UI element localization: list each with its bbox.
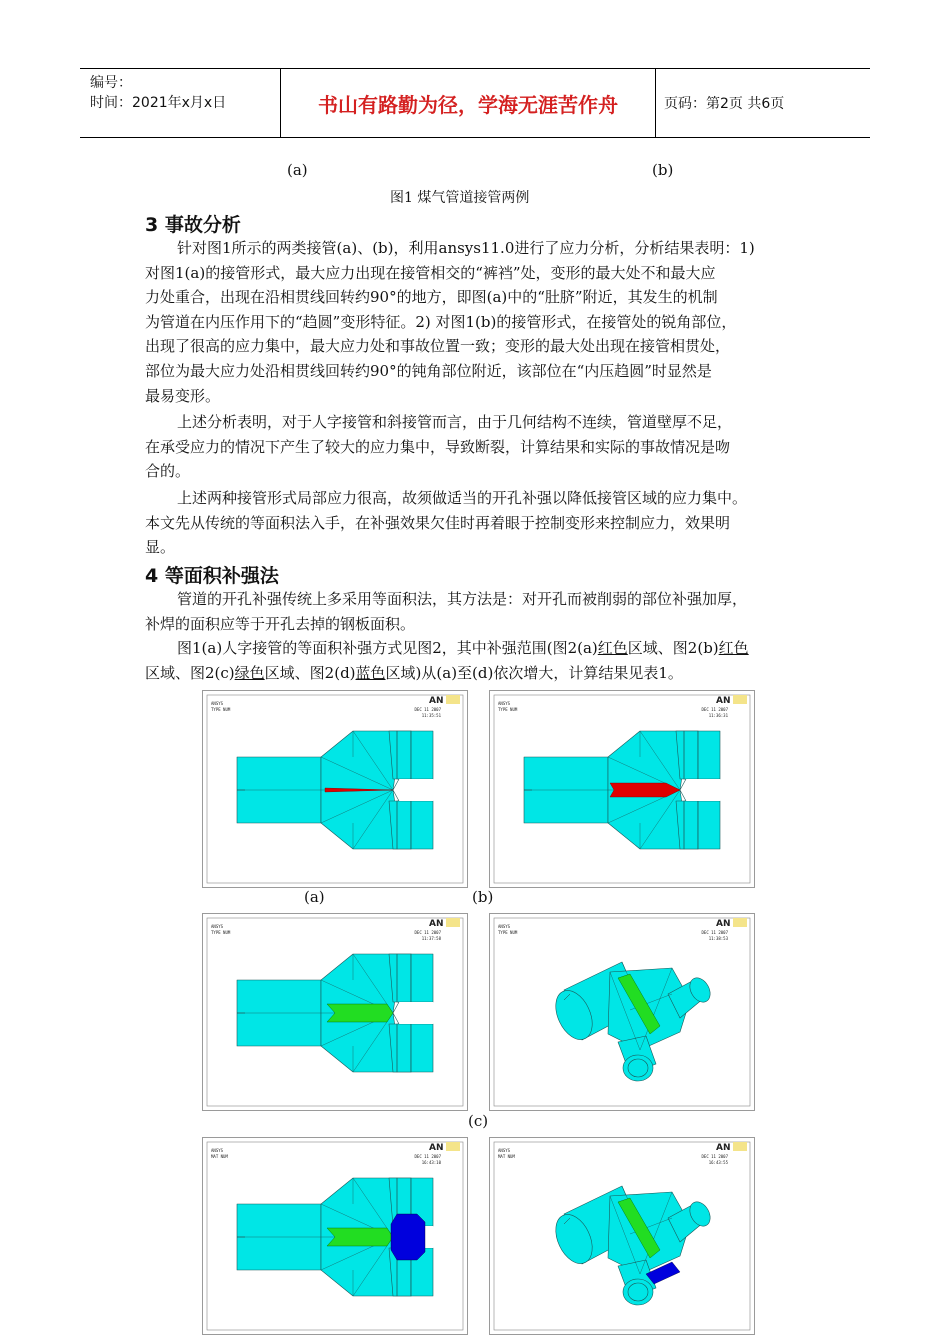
section4-paragraph-1: 管道的开孔补强传统上多采用等面积法，其方法是：对开孔而被削弱的部位补强加厚， 补焊的面积应等于开孔去掉的钢板面积。 xyxy=(145,590,748,633)
fig2-label-b: (b) xyxy=(472,888,494,906)
panel5-label-time: 16:43:55 xyxy=(708,1160,728,1165)
underline-blue: 蓝色 xyxy=(355,663,386,682)
ansys-logo-icon: AN xyxy=(716,696,731,706)
panel5-label-date: DEC 11 2007 xyxy=(701,1154,728,1159)
panel3-label-time: 11:38:53 xyxy=(708,936,728,941)
panel2-label-ansys: ANSYS xyxy=(211,924,224,929)
section3-paragraph-2: 上述分析表明，对于人字接管和斜接管而言，由于几何结构不连续，管道壁厚不足， 在承受应力的情况下产生了较大的应力集中，导致断裂，计算结果和实际的事故情况是吻 合的。 xyxy=(145,413,733,481)
fig2-panel-c-left xyxy=(202,913,468,1111)
fig2-label-a: (a) xyxy=(304,888,325,906)
doc-number: 编号： xyxy=(90,75,132,91)
underline-red-1: 红色 xyxy=(597,639,628,657)
panel3-label-date: DEC 11 2007 xyxy=(701,930,728,935)
page-header xyxy=(80,68,870,138)
ansys-logo-bar xyxy=(446,1142,460,1151)
section3-heading: 3 事故分析 xyxy=(145,214,241,236)
fig2-panel-d-right xyxy=(489,1137,755,1335)
fig1-caption: 图1 煤气管道接管两例 xyxy=(390,190,530,206)
ansys-logo-bar xyxy=(733,695,747,704)
ansys-logo-icon: AN xyxy=(429,919,444,929)
panel4-label-type: MAT NUM xyxy=(211,1154,228,1159)
fea-model-image xyxy=(203,914,467,1110)
panel4-label-date: DEC 11 2007 xyxy=(414,1154,441,1159)
ansys-logo-bar xyxy=(733,918,747,927)
section4-paragraph-2: 图1(a)人字接管的等面积补强方式见图2，其中补强范围(图2(a)红色区域、图2(b)红色 区域、图2(c)绿色区域、图2(d)蓝色区域)从(a)至(d)依次增大，计算结果见表1。 xyxy=(145,639,749,682)
fea-model-image xyxy=(490,1138,754,1334)
fea-model-image xyxy=(203,1138,467,1334)
header-meta xyxy=(80,69,280,137)
fig2-label-c: (c) xyxy=(468,1112,489,1130)
ansys-logo-icon: AN xyxy=(716,919,731,929)
panel1-label-type: TYPE NUM xyxy=(498,707,518,712)
fig1-label-a: (a) xyxy=(287,161,308,179)
ansys-logo-icon: AN xyxy=(716,1143,731,1153)
panel2-label-date: DEC 11 2007 xyxy=(414,930,441,935)
panel0-label-date: DEC 11 2007 xyxy=(414,707,441,712)
section3-paragraph-1: 针对图1所示的两类接管(a)、(b)，利用ansys11.0进行了应力分析，分析结果表明：1) 对图1(a)的接管形式，最大应力出现在接管相交的“裤裆”处，变形的最大处不和最大应 力处重合，出现在沿相贯线回转约90°的地方，即图(a)中的“肚脐”附近，其发生的机制 为管道在内压作用下的“趋圆”变形特征。2) 对图1(b)的接管形式，在接管处的锐角部位， 出现了很高的应力集中，最大应力处和事故位置一致；变形的最大处出现在接管相贯处， 部位为最大应力处沿相贯线回转约90°的钝角部位附近，该部位在“内压趋圆”时显然是 最易变形。 xyxy=(145,239,755,405)
fig2-panel-b xyxy=(489,690,755,888)
panel2-label-time: 11:37:58 xyxy=(421,936,441,941)
section3-paragraph-3: 上述两种接管形式局部应力很高，故须做适当的开孔补强以降低接管区域的应力集中。 本文先从传统的等面积法入手，在补强效果欠佳时再着眼于控制变形来控制应力，效果明 显。 xyxy=(145,489,748,557)
header-page-info: 页码：第2页 共6页 xyxy=(664,96,785,112)
panel2-label-type: TYPE NUM xyxy=(211,930,231,935)
ansys-logo-bar xyxy=(446,695,460,704)
doc-time: 时间：2021年x月x日 xyxy=(90,95,227,111)
panel5-label-type: MAT NUM xyxy=(498,1154,515,1159)
panel1-label-date: DEC 11 2007 xyxy=(701,707,728,712)
header-motto: 书山有路勤为径，学海无涯苦作舟 xyxy=(280,69,656,137)
panel0-label-type: TYPE NUM xyxy=(211,707,231,712)
section4-heading: 4 等面积补强法 xyxy=(145,565,279,587)
panel3-label-type: TYPE NUM xyxy=(498,930,518,935)
fea-model-image xyxy=(490,914,754,1110)
panel1-label-ansys: ANSYS xyxy=(498,701,511,706)
ansys-logo-icon: AN xyxy=(429,696,444,706)
panel4-label-time: 16:43:10 xyxy=(421,1160,441,1165)
panel4-label-ansys: ANSYS xyxy=(211,1148,224,1153)
panel0-label-time: 11:35:51 xyxy=(421,713,441,718)
underline-red-2: 红色 xyxy=(718,639,749,657)
ansys-logo-bar xyxy=(446,918,460,927)
fea-model-image xyxy=(490,691,754,887)
fig2-panel-c-right xyxy=(489,913,755,1111)
fig2-panel-a xyxy=(202,690,468,888)
panel0-label-ansys: ANSYS xyxy=(211,701,224,706)
fea-model-image xyxy=(203,691,467,887)
fig1-label-b: (b) xyxy=(652,161,674,179)
panel1-label-time: 11:36:31 xyxy=(708,713,728,718)
panel3-label-ansys: ANSYS xyxy=(498,924,511,929)
fig2-panel-d-left xyxy=(202,1137,468,1335)
ansys-logo-bar xyxy=(733,1142,747,1151)
panel5-label-ansys: ANSYS xyxy=(498,1148,511,1153)
ansys-logo-icon: AN xyxy=(429,1143,444,1153)
underline-green: 绿色 xyxy=(234,663,265,682)
